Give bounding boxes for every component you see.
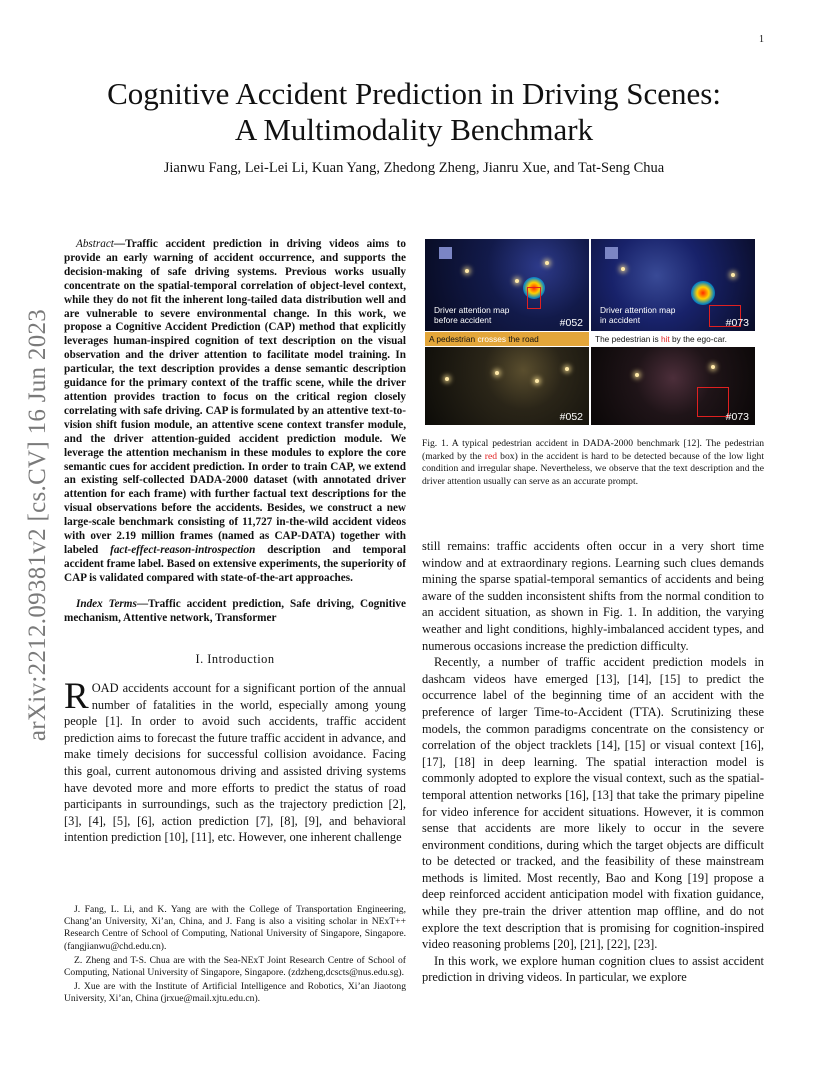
footnotes	[64, 904, 406, 1008]
text-description-right: The pedestrian is hit by the ego-car.	[591, 332, 755, 346]
index-terms-body: —Traffic accident prediction, Safe driving, Cognitive mechanism, Attentive network, Transformer	[64, 597, 406, 624]
arxiv-identifier-text: arXiv:2212.09381v2 [cs.CV] 16 Jun 2023	[24, 308, 51, 742]
page-number: 1	[759, 34, 764, 45]
panel-in-accident	[591, 239, 755, 331]
panel-before-accident	[425, 239, 589, 331]
pedestrian-box	[697, 387, 729, 417]
attention-heatmap	[691, 281, 715, 305]
footnote-2: Z. Zheng and T-S. Chua are with the Sea-NExT Joint Research Centre of School of Computing, National University of Singapore, Singapore. (zdzheng,dcscts@nus.edu.sg).	[64, 954, 406, 979]
abstract	[64, 238, 406, 586]
legend-square	[605, 247, 618, 259]
introduction	[64, 676, 406, 846]
author-list: Jianwu Fang, Lei-Lei Li, Kuan Yang, Zhedong Zheng, Jianru Xue, and Tat-Seng Chua	[163, 160, 665, 176]
right-paragraph-1: still remains: traffic accidents often occur in a very short time window and at extraordinary regions. Learning such clues demands mining the sparse spatial-temporal semantics of accidents and being aware of the sudden inconsistent shifts from the normal condition to an accident situation, as shown in Fig. 1. In addition, the varying weather and light conditions, highly-imbalanced accident types, and numerous occasions increase the prediction difficulty.	[422, 539, 764, 653]
right-paragraph-2: Recently, a number of traffic accident prediction models in dashcam videos have emerged [13], [14], [15] to predict the occurrence label of the beginning time of an accident with the preference of larger Time-to-Accident (TTA). Scrutinizing these models, the common paradigms concentrate on the consistency or correlation of the object tracklets [14], [15] or visual context [16], [17], [18] in deep learning. The spatial interaction model is commonly adopted to explore the visual context, such as the spatial-temporal attention networks [16], [13] that take the primary pipeline for video inference for accident situations. However, it is common sense that accidents are more likely to occur in the severe environment conditions, during which the target objects are difficult to be detected or tracked, and the feasibility of these mainstream methods is limited. Most recently, Bao and Kong [19] propose a deep reinforced accident anticipation model with fixation guidance, while they pre-train the driver attention map offline, and do not explore the text description that is promising for cognition-inspired video reasoning problems [20], [21], [22], [23].	[422, 655, 764, 952]
section-heading: I. Introduction	[195, 652, 275, 667]
frame-id: #052	[559, 411, 583, 423]
arxiv-identifier	[18, 290, 58, 760]
panel-frame-before	[425, 347, 589, 425]
abstract-body: Traffic accident prediction in driving videos aims to provide an early warning of accident occurrence, and supports the decision-making of safe driving systems. Previous works usually concentrate on the spatial-temporal correlation of object-level context, while they do not fit the inherent long-tailed data distribution well and are vulnerable to severe environmental change. In this work, we propose a Cognitive Accident Prediction (CAP) method that explicitly leverages human-inspired cognition of text description on the visual observation and the driver attention to facilitate model training. In particular, the text description provides a dense semantic description guidance for the primary context of the traffic scene, while the driver attention provides traction to focus on the critical region closely correlating with safe driving. CAP is formulated by an attentive text-to-vision shift fusion module, an attentive scene context transfer module, and the driver attention-guided accident prediction module. We leverage the attention mechanism in these modules to explore the core semantic cues for accident prediction. In order to train CAP, we extend an existing self-collected DADA-2000 dataset (with annotated driver attention for each frame) with further factual text descriptions for the visual observations before the accidents. Besides, we construct a new large-scale benchmark consisting of 11,727 in-the-wild accident videos with over 2.19 million frames (named as CAP-DATA) together with labeled	[64, 238, 406, 556]
panel-label: Driver attention map in accident	[600, 305, 676, 325]
footnote-1: J. Fang, L. Li, and K. Yang are with the College of Transportation Engineering, Chang’an University, Xi’an, China, and J. Fang is also a visiting scholar in NExT++ Research Centre of School of Computing, National University of Singapore, Singapore. (fangjianwu@chd.edu.cn).	[64, 904, 406, 952]
text-description-left: A pedestrian crosses the road	[425, 332, 589, 346]
frame-id: #073	[725, 317, 749, 329]
intro-paragraph-1: OAD accidents account for a significant portion of the annual number of fatalities in the world, especially among young people [1]. In order to avoid such accidents, traffic accident prediction aims to forecast the future traffic accident in advance, and make timely decisions for successful collision avoidance. Facing this goal, current autonomous driving and assisted driving systems have devoted more and more efforts to predict the status of road participants in surroundings, such as the trajectory prediction [2], [3], [4], [5], [6], action prediction [7], [8], [9], and behavioral intention prediction [10], [11], etc. However, one inherent challenge	[64, 681, 406, 845]
paper-title	[64, 76, 764, 148]
left-column	[64, 238, 406, 846]
abstract-lead: Abstract	[76, 238, 114, 250]
drop-cap: R	[64, 676, 89, 718]
frame-id: #073	[725, 411, 749, 423]
figure-1	[425, 239, 755, 425]
index-terms-lead: Index Terms	[76, 597, 137, 610]
title-line-1: Cognitive Accident Prediction in Driving Scenes:	[107, 76, 721, 111]
frame-id: #052	[559, 317, 583, 329]
panel-label: Driver attention map before accident	[434, 305, 510, 325]
legend-square	[439, 247, 452, 259]
abstract-dash: —	[113, 238, 126, 250]
figure-caption: Fig. 1. A typical pedestrian accident in DADA-2000 benchmark [12]. The pedestrian (marked by the red box) in the accident is hard to be detected because of the low light condition and irregular shape. Nevertheless, we observe that the text description and the driver attention usually can serve as an accurate prompt.	[422, 438, 764, 487]
abstract-italic: fact-effect-reason-introspection	[110, 543, 256, 556]
right-paragraph-3: In this work, we explore human cognition clues to assist accident prediction in driving videos. In particular, we explore	[422, 953, 764, 985]
panel-frame-accident	[591, 347, 755, 425]
title-line-2: A Multimodality Benchmark	[234, 112, 594, 147]
index-terms	[64, 598, 406, 626]
pedestrian-box	[527, 287, 541, 309]
right-column	[422, 538, 764, 986]
footnote-3: J. Xue are with the Institute of Artificial Intelligence and Robotics, Xi’an Jiaotong University, Xi’an, China (jrxue@mail.xjtu.edu.cn).	[64, 981, 406, 1005]
abstract-tail: description and temporal accident frame label. Based on extensive experiments, the superiority of CAP is validated compared with state-of-the-art approaches.	[64, 543, 406, 584]
